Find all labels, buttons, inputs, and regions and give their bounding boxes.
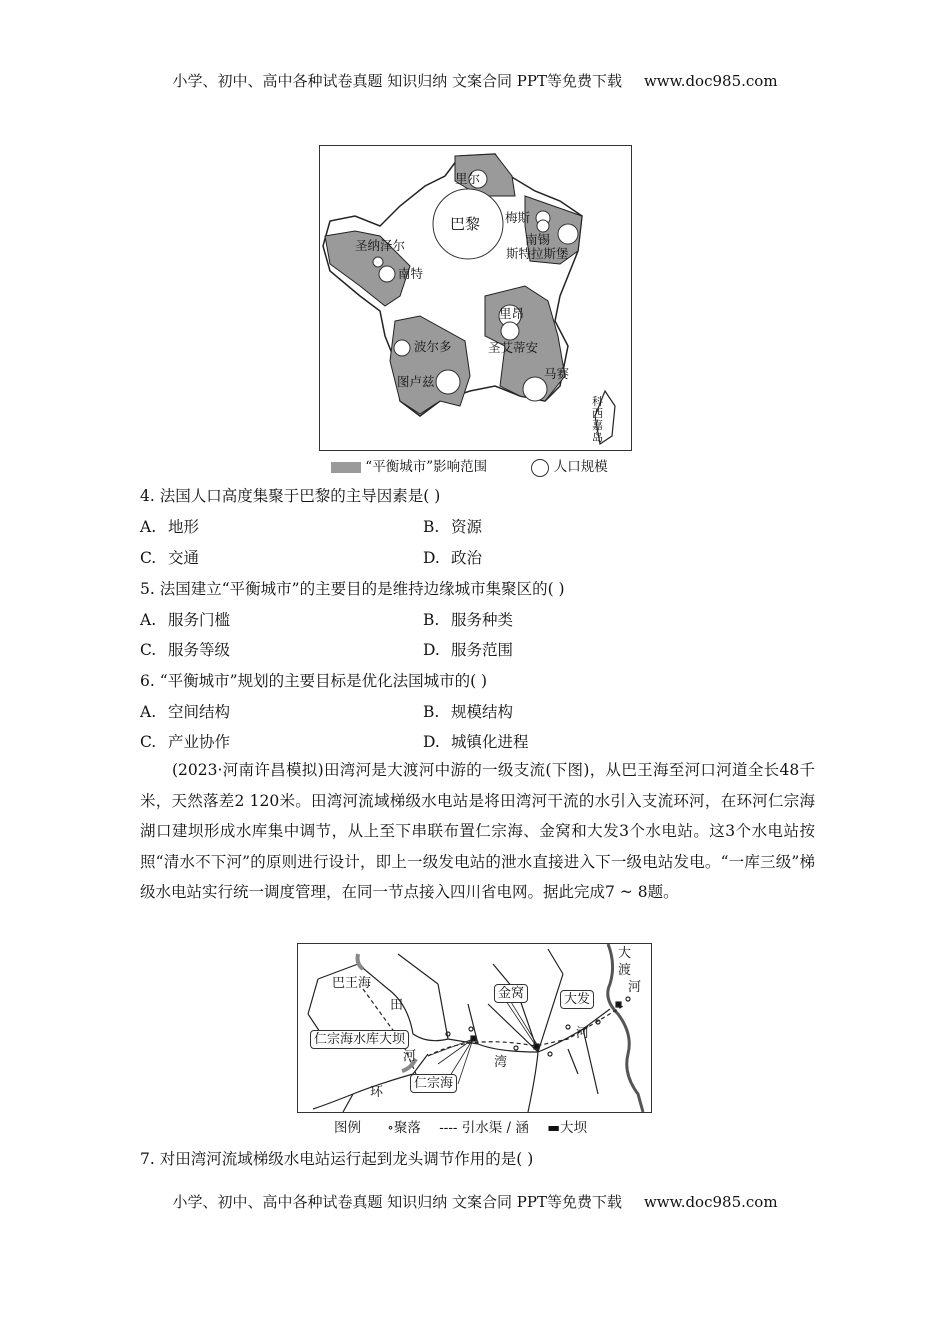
city-label-lille: 里尔 (455, 171, 481, 186)
river-map-drawing (298, 944, 651, 1112)
city-label-marseille: 马赛 (544, 366, 570, 381)
legend-settlement: 聚落 (393, 1120, 421, 1136)
q4-option-c: C. 交通 (140, 549, 200, 567)
label-huan: 环 (370, 1085, 384, 1100)
header-url: www.doc985.com (643, 72, 778, 90)
label-he-1: 河 (403, 1049, 417, 1064)
city-label-nantes: 南特 (398, 266, 424, 281)
settlement-icon: ∘ (387, 1120, 394, 1136)
page-header (0, 70, 950, 91)
city-label-lyon: 里昂 (499, 306, 525, 321)
corsica-label-1: 科 (592, 395, 603, 408)
footer-text: 小学、初中、高中各种试卷真题 知识归纳 文案合同 PPT等免费下载 (172, 1193, 622, 1211)
label-tian: 田 (390, 998, 404, 1013)
label-da: 大 (618, 946, 632, 961)
passage-text: (2023·河南许昌模拟)田湾河是大渡河中游的一级支流(下图)，从巴王海至河口河道全长48千米，天然落差2 120米。田湾河流域梯级水电站是将田湾河干流的水引入支流环河，在环河仁宗海湖口建坝形成水库集中调节，从上至下串联布置仁宗海、金窝和大发3个水电站。这3个水电站按照“清水不下河”的原则进行设计，即上一级发电站的泄水直接进入下一级电站发电。“一库三级”梯级水电站实行统一调度管理，在同一节点接入四川省电网。据此完成7 ~ 8题。 (140, 761, 815, 902)
legend-circle-label: 人口规模 (553, 459, 608, 475)
label-renzonghai: 仁宗海 (410, 1074, 457, 1093)
q4-option-a: A. 地形 (140, 518, 200, 536)
france-map-drawing (320, 146, 631, 450)
city-label-paris: 巴黎 (450, 215, 481, 233)
label-dafa: 大发 (560, 990, 594, 1009)
page-footer (0, 1191, 950, 1212)
question-5: 5. 法国建立“平衡城市”的主要目的是维持边缘城市集聚区的( ) (140, 580, 565, 598)
city-label-saint-etienne: 圣艾蒂安 (488, 340, 539, 355)
label-bawanghai: 巴王海 (332, 976, 372, 991)
corsica-label-4: 岛 (592, 431, 603, 444)
label-he-3: 河 (628, 980, 642, 995)
q5-option-b: B. 服务种类 (423, 611, 514, 629)
q6-option-a: A. 空间结构 (140, 703, 231, 721)
header-text: 小学、初中、高中各种试卷真题 知识归纳 文案合同 PPT等免费下载 (172, 72, 622, 90)
question-4: 4. 法国人口高度集聚于巴黎的主导因素是( ) (140, 487, 441, 505)
france-map (319, 145, 632, 451)
q6-option-d: D. 城镇化进程 (423, 733, 529, 751)
city-label-saint-nazaire: 圣纳泽尔 (355, 238, 406, 253)
legend-title: 图例 (334, 1120, 361, 1136)
legend-area-label: “平衡城市”影响范围 (365, 459, 488, 475)
q6-option-c: C. 产业协作 (140, 733, 231, 751)
q4-option-d: D. 政治 (423, 549, 483, 567)
canal-icon: ---- (439, 1120, 458, 1136)
label-renzonghai-dam: 仁宗海水库大坝 (310, 1030, 409, 1049)
legend-area-swatch (331, 462, 361, 473)
question-7: 7. 对田湾河流域梯级水电站运行起到龙头调节作用的是( ) (140, 1150, 534, 1168)
dam-icon: ▬ (547, 1120, 560, 1136)
legend-circle-icon (531, 459, 549, 477)
city-label-metz: 梅斯 (505, 210, 531, 225)
city-label-nancy: 南锡 (525, 232, 551, 247)
city-label-bordeaux: 波尔多 (414, 339, 452, 354)
legend-dam: 大坝 (559, 1120, 587, 1136)
label-he-2: 河 (576, 1026, 590, 1041)
label-jinwo: 金窝 (494, 984, 528, 1003)
legend-canal: 引水渠 / 涵 (461, 1120, 529, 1136)
corsica-label-3: 嘉 (592, 419, 603, 432)
q5-option-c: C. 服务等级 (140, 641, 231, 659)
river-map-legend (334, 1116, 587, 1136)
city-label-toulouse: 图卢兹 (397, 374, 435, 389)
q5-option-a: A. 服务门槛 (140, 611, 231, 629)
corsica-label-2: 西 (592, 407, 603, 420)
q5-option-d: D. 服务范围 (423, 641, 514, 659)
label-wan: 湾 (494, 1055, 508, 1070)
footer-url: www.doc985.com (643, 1193, 778, 1211)
river-map (297, 943, 652, 1113)
city-label-strasbourg: 斯特拉斯堡 (506, 246, 569, 261)
q4-option-b: B. 资源 (423, 518, 483, 536)
france-map-legend (331, 455, 608, 477)
q6-option-b: B. 规模结构 (423, 703, 514, 721)
label-du: 渡 (618, 963, 632, 978)
question-6: 6. “平衡城市”规划的主要目标是优化法国城市的( ) (140, 672, 488, 690)
